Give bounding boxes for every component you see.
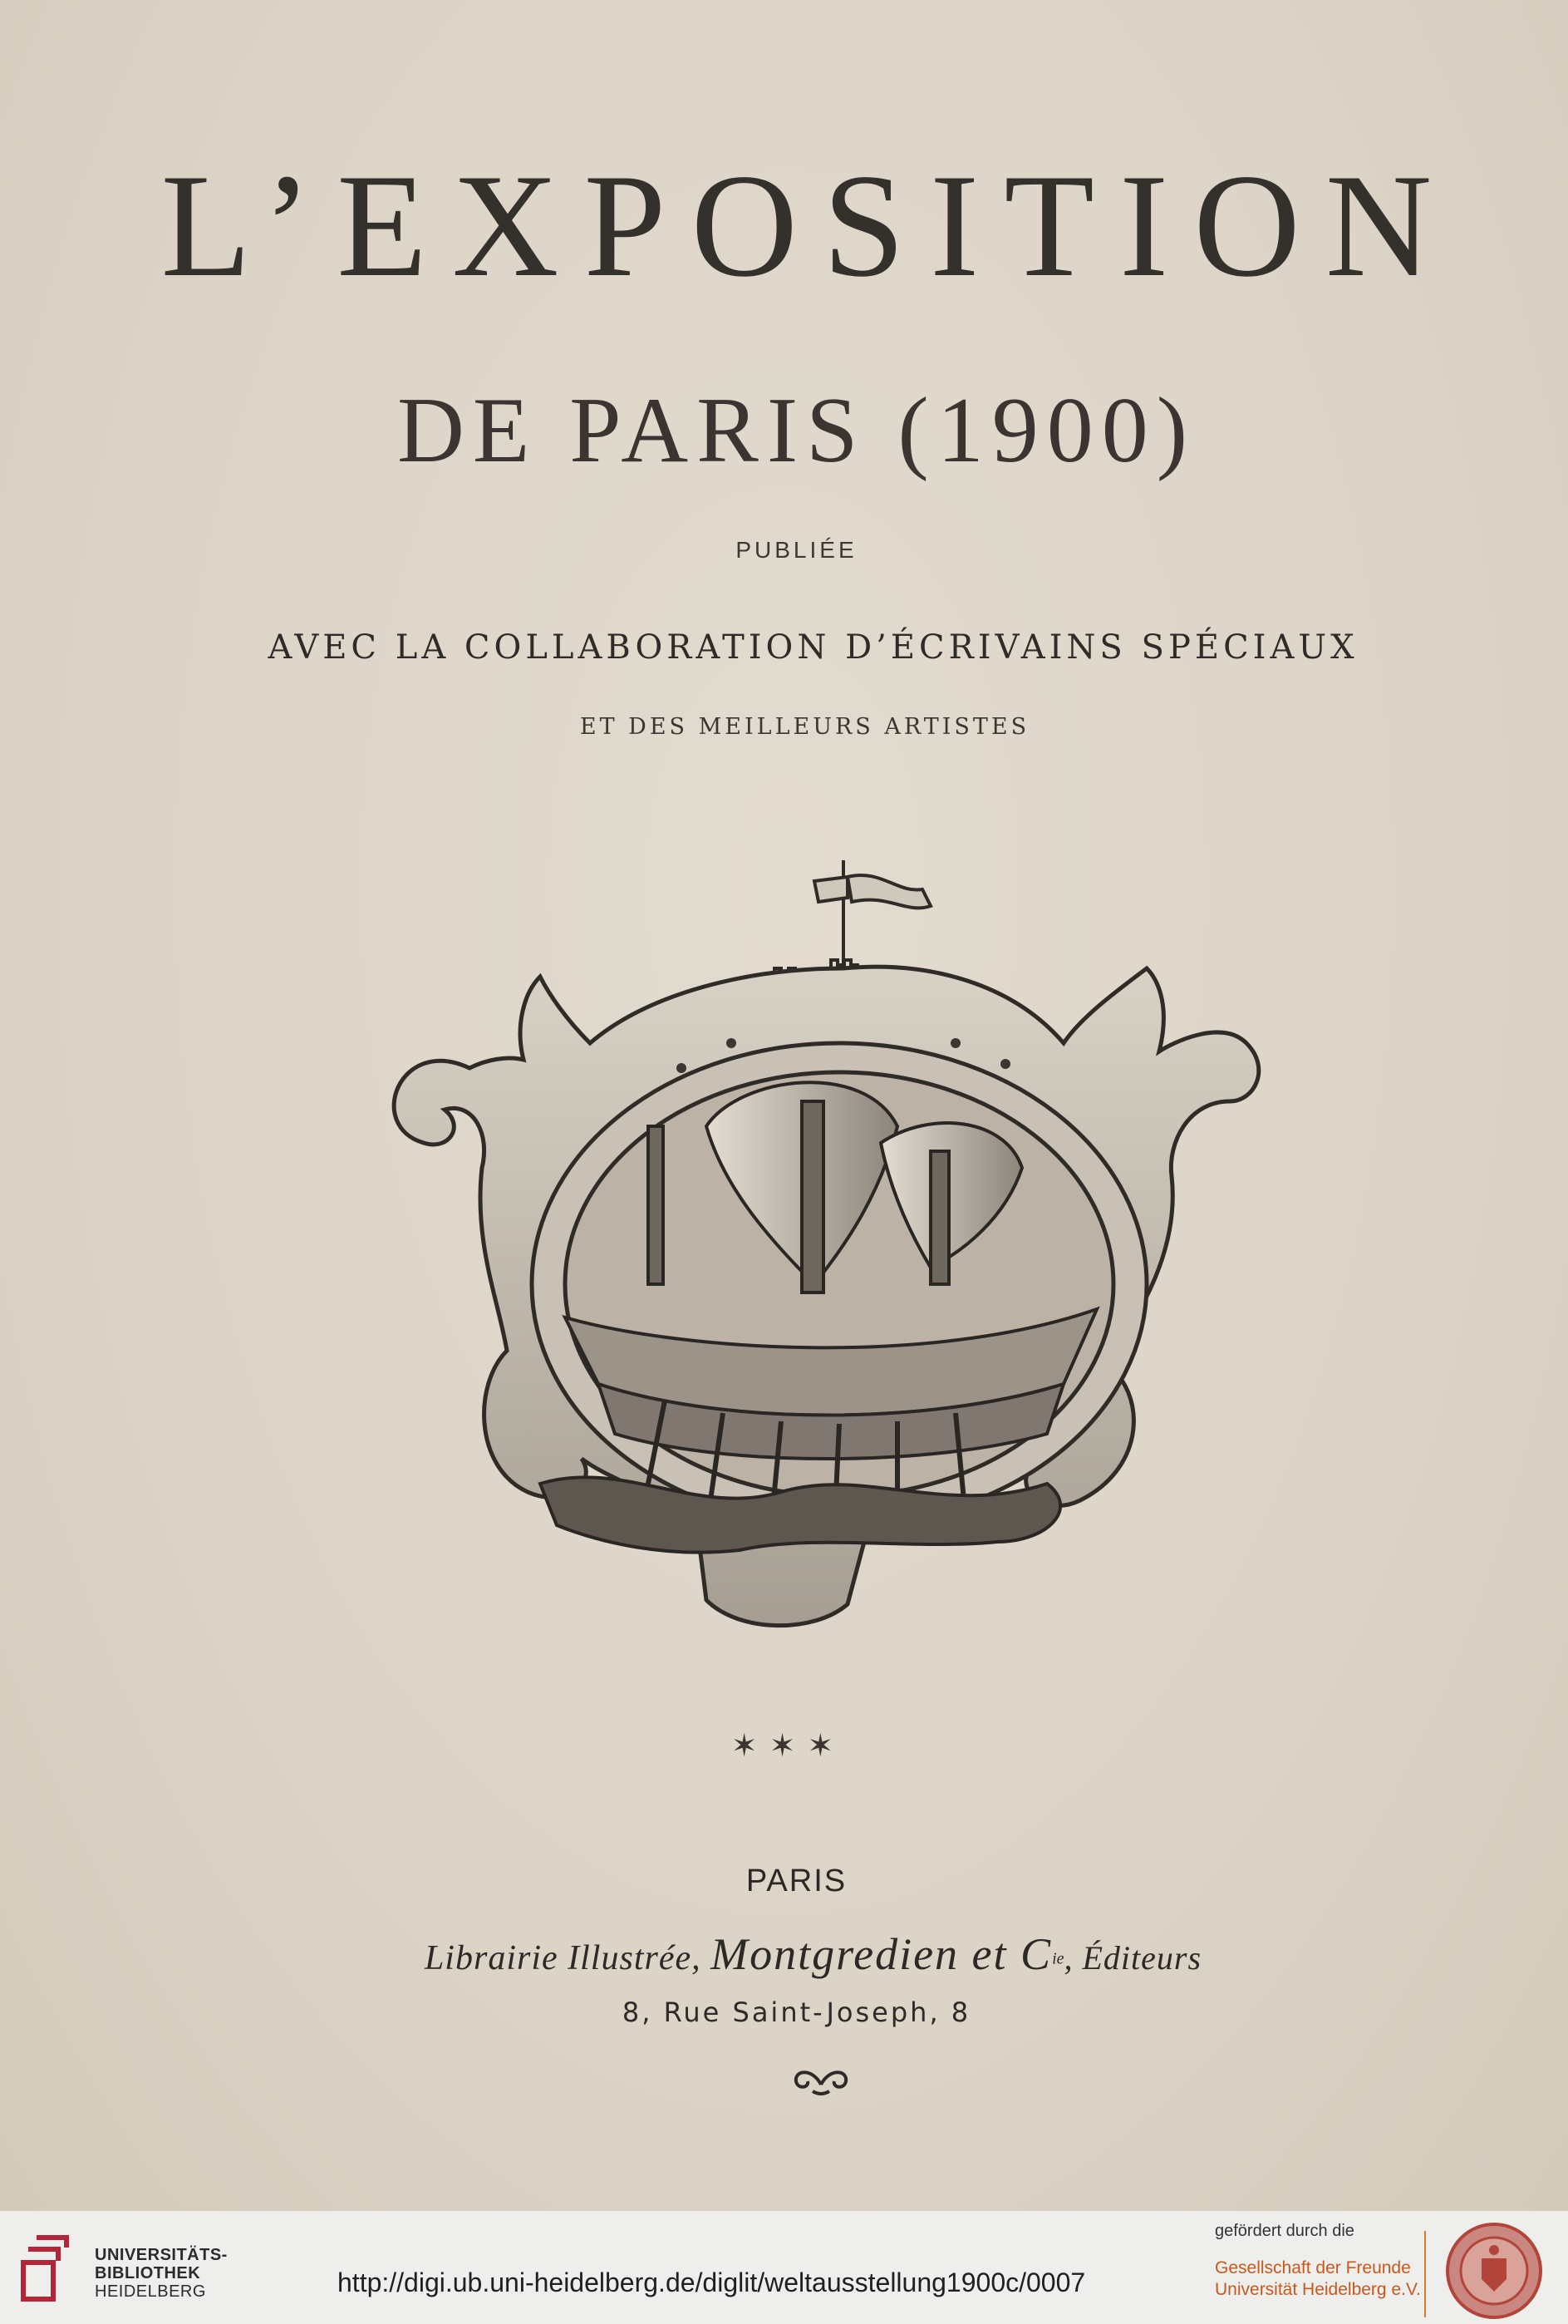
permalink-url[interactable]: http://digi.ub.uni-heidelberg.de/diglit/weltausstellung1900c/0007 bbox=[337, 2267, 1086, 2297]
society-name bbox=[1215, 2258, 1421, 2301]
ornament-icon bbox=[788, 2060, 854, 2096]
library-name bbox=[95, 2246, 228, 2301]
university-seal-icon bbox=[1444, 2221, 1544, 2321]
collaboration-line: AVEC LA COLLABORATION D’ÉCRIVAINS SPÉCIAUX bbox=[268, 628, 1359, 667]
publisher-part3: , Éditeurs bbox=[1064, 1939, 1202, 1977]
society-line1: Gesellschaft der Freunde bbox=[1215, 2258, 1411, 2277]
main-title: L’EXPOSITION bbox=[160, 143, 1457, 308]
funded-by-label: gefördert durch die bbox=[1215, 2222, 1354, 2240]
ub-heidelberg-logo-icon bbox=[20, 2229, 91, 2304]
footer-bar bbox=[0, 2211, 1568, 2324]
library-line2: BIBLIOTHEK bbox=[95, 2264, 201, 2282]
publisher-line bbox=[0, 1928, 1568, 1980]
society-line2: Universität Heidelberg e.V. bbox=[1215, 2280, 1421, 2299]
publiee-line: PUBLIÉE bbox=[735, 537, 858, 563]
subtitle: DE PARIS (1900) bbox=[396, 379, 1197, 482]
footer-divider bbox=[1424, 2231, 1426, 2317]
artists-line: ET DES MEILLEURS ARTISTES bbox=[579, 714, 1030, 740]
three-stars: ✶✶✶ bbox=[730, 1727, 846, 1764]
paris-ship-emblem bbox=[349, 852, 1305, 1683]
publisher-part2: Montgredien et C bbox=[710, 1929, 1053, 1979]
flag bbox=[814, 860, 931, 968]
library-line1: UNIVERSITÄTS- bbox=[95, 2246, 228, 2264]
publisher-part1: Librairie Illustrée, bbox=[424, 1939, 711, 1977]
publisher-sup: ie bbox=[1052, 1949, 1064, 1968]
address-line: 8, Rue Saint-Joseph, 8 bbox=[622, 1997, 971, 2028]
city-line: PARIS bbox=[745, 1864, 848, 1898]
library-line3: HEIDELBERG bbox=[95, 2282, 206, 2301]
